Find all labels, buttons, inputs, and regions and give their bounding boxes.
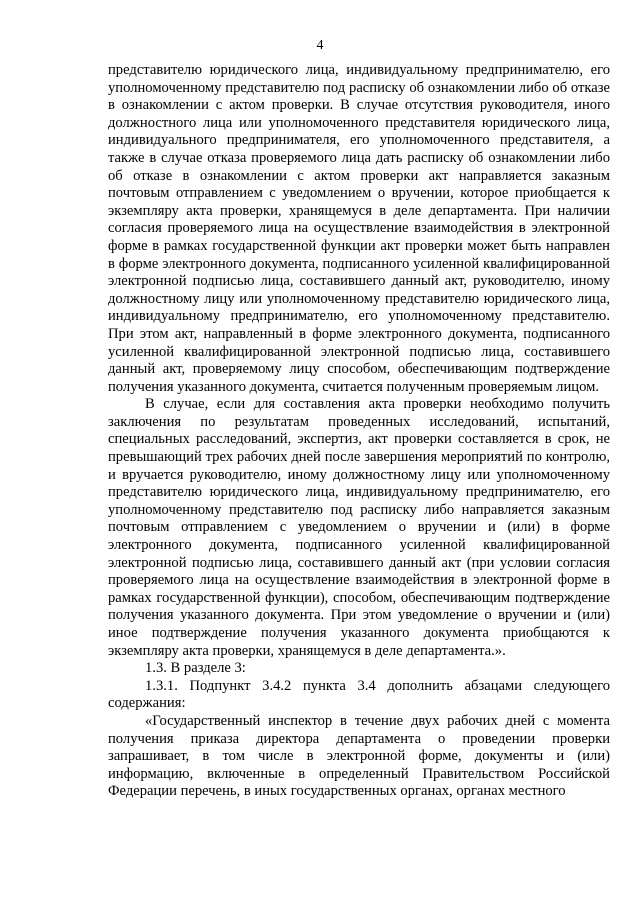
section-heading-1-3: 1.3. В разделе 3: xyxy=(145,660,246,677)
document-body xyxy=(108,62,610,801)
page-number: 4 xyxy=(316,38,324,53)
subsection-1-3-1: 1.3.1. Подпункт 3.4.2 пункта 3.4 дополнить абзацами следующего содержания: xyxy=(108,677,610,712)
paragraph-2: В случае, если для составления акта проверки необходимо получить заключения по результатам проведенных исследований, испытаний, специальных расследований, экспертиз, акт проверки составляется в срок, не превышающий трех рабочих дней после завершения мероприятий по контролю, и вручается руководителю, иному должностному лицу или уполномоченному представителю юридического лица, индивидуальному предпринимателю, его уполномоченному представителю под расписку либо направляется заказным почтовым отправлением с уведомлением о вручении и (или) в форме электронного документа, подписанного усиленной квалифицированной электронной подписью лица, составившего данный акт (при условии согласия проверяемого лица на осуществление взаимодействия в электронной форме в рамках государственной функции), способом, обеспечивающим подтверждение получения указанного документа. При этом уведомление о вручении и (или) иное подтверждение получения указанного документа приобщаются к экземпляру акта проверки, хранящемуся в деле департамента.». xyxy=(108,396,610,659)
quoted-paragraph: «Государственный инспектор в течение двух рабочих дней с момента получения приказа директора департамента о проведении проверки запрашивает, в том числе в электронной форме, документы и (или) информацию, включенные в определенный Правительством Российской Федерации перечень, в иных государственных органах, органах местного xyxy=(108,712,610,800)
paragraph-1: представителю юридического лица, индивидуальному предпринимателю, его уполномоченному представителю под расписку об ознакомлении либо об отказе в ознакомлении с актом проверки. В случае отсутствия руководителя, иного должностного лица или уполномоченного представителя юридического лица, индивидуального предпринимателя, его уполномоченного представителя, а также в случае отказа проверяемого лица дать расписку об ознакомлении либо об отказе в ознакомлении с актом проверки акт направляется заказным почтовым отправлением с уведомлением о вручении, которое приобщается к экземпляру акта проверки, хранящемуся в деле департамента. При наличии согласия проверяемого лица на осуществление взаимодействия в электронной форме в рамках государственной функции акт проверки может быть направлен в форме электронного документа, подписанного усиленной квалифицированной электронной подписью лица, составившего данный акт, руководителю, иному должностному лицу или уполномоченному представителю юридического лица, индивидуальному предпринимателю, его уполномоченному представителю. При этом акт, направленный в форме электронного документа, подписанного усиленной квалифицированной электронной подписью лица, составившего данный акт, проверяемому лицу способом, обеспечивающим подтверждение получения указанного документа, считается полученным проверяемым лицом. xyxy=(108,62,610,395)
